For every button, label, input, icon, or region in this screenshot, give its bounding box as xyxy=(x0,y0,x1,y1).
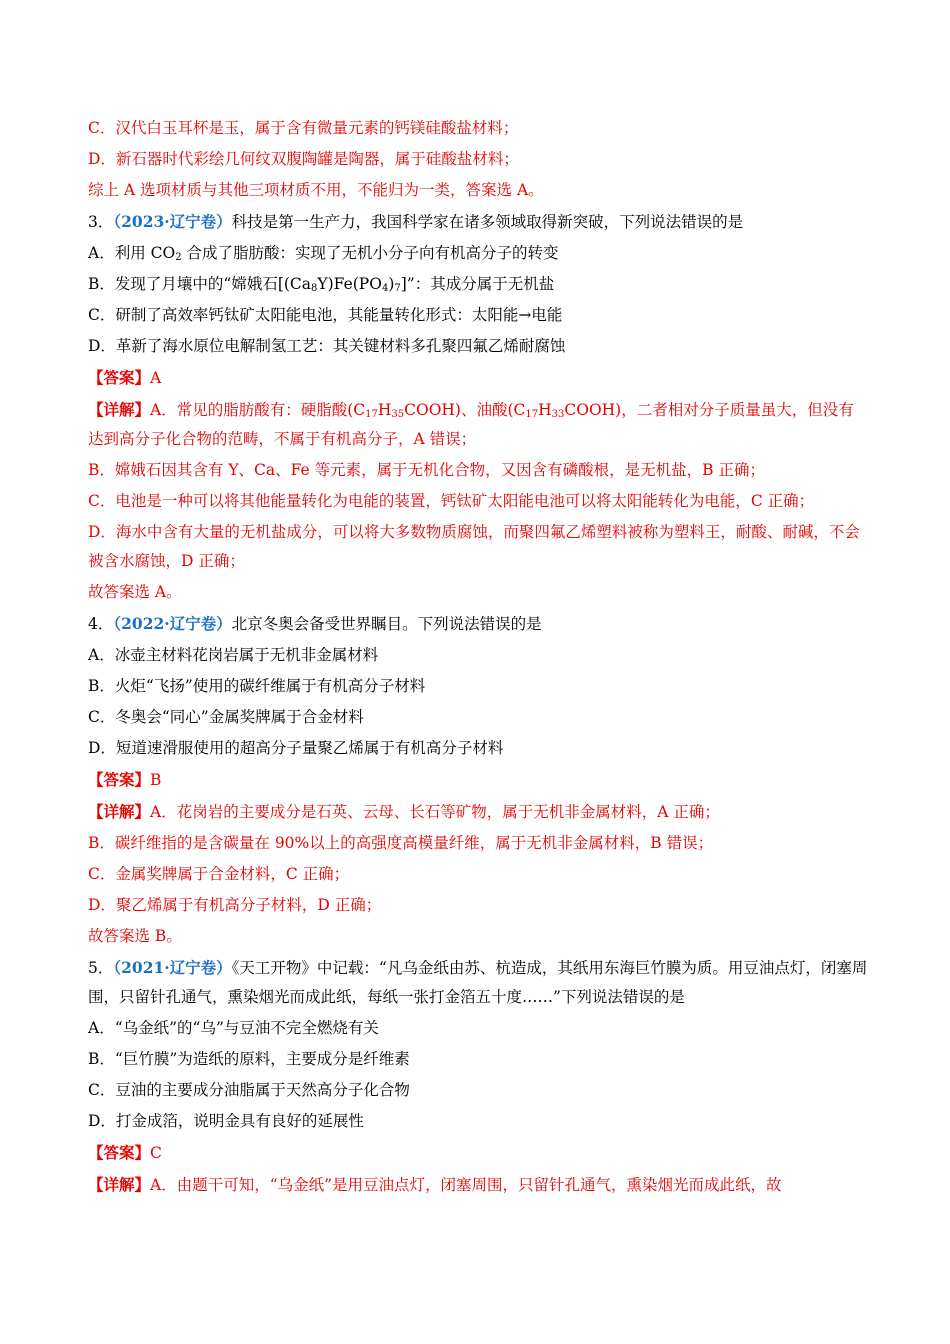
q3-option-d: D．革新了海水原位电解制氢工艺：其关键材料多孔聚四氟乙烯耐腐蚀 xyxy=(88,337,566,355)
prev-detail-d: D．新石器时代彩绘几何纹双腹陶罐是陶器，属于硅酸盐材料； xyxy=(88,150,519,168)
q3-stem-text: 科技是第一生产力，我国科学家在诸多领域取得新突破，下列说法错误的是 xyxy=(231,213,744,231)
q3-detail-d: D．海水中含有大量的无机盐成分，可以将大多数物质腐蚀，而聚四氟乙烯塑料被称为塑料王，耐酸、耐碱，不会被含水腐蚀，D 正确； xyxy=(88,523,860,570)
q5-answer xyxy=(88,1137,868,1169)
q5-option-b: B．“巨竹膜”为造纸的原料，主要成分是纤维素 xyxy=(88,1050,410,1068)
q4-option-a: A．冰壶主材料花岗岩属于无机非金属材料 xyxy=(88,646,379,664)
q3-answer-label: 【答案】 xyxy=(88,368,151,387)
q3-stem xyxy=(88,206,868,238)
q3-option-b: B．发现了月壤中的“嫦娥石$[(Ca_8Y)Fe(PO_4)_7]$”：其成分属于无机盐 xyxy=(88,275,555,294)
q4-option-b: B．火炬“飞扬”使用的碳纤维属于有机高分子材料 xyxy=(88,677,426,695)
q5-stem-text: 《天工开物》中记载：“凡乌金纸由苏、杭造成，其纸用东海巨竹膜为质。用豆油点灯，闭塞周围，只留针孔通气，熏染烟光而成此纸，每纸一张打金箔五十度……”下列说法错误的是 xyxy=(88,959,868,1006)
q3-option-a: A．利用 $CO_2$ 合成了脂肪酸：实现了无机小分子向有机高分子的转变 xyxy=(88,244,559,263)
q4-detail-d: D．聚乙烯属于有机高分子材料，D 正确； xyxy=(88,896,382,914)
q4-answer-value: B xyxy=(150,771,162,789)
q4-detail-c: C．金属奖牌属于合金材料，C 正确； xyxy=(88,865,350,883)
q5-detail-a: 【详解】A．由题干可知，“乌金纸”是用豆油点灯，闭塞周围，只留针孔通气，熏染烟光而成此纸，故 xyxy=(88,1175,782,1194)
q4-source-tag: （2022·辽宁卷） xyxy=(113,614,232,633)
q5-option-c: C．豆油的主要成分油脂属于天然高分子化合物 xyxy=(88,1081,410,1099)
q4-detail-b: B．碳纤维指的是含碳量在 90%以上的高强度高模量纤维，属于无机非金属材料，B 错误； xyxy=(88,834,714,852)
q3-answer xyxy=(88,362,868,394)
prev-detail-c: C．汉代白玉耳杯是玉，属于含有微量元素的钙镁硅酸盐材料； xyxy=(88,119,519,137)
q4-detail-a: 【详解】A．花岗岩的主要成分是石英、云母、长石等矿物，属于无机非金属材料，A 正确； xyxy=(88,802,720,821)
q3-detail-label: 【详解】 xyxy=(88,400,151,419)
q4-option-c: C．冬奥会“同心”金属奖牌属于合金材料 xyxy=(88,708,364,726)
q4-conclusion: 故答案选 B。 xyxy=(88,927,182,945)
prev-conclusion: 综上 A 选项材质与其他三项材质不用，不能归为一类，答案选 A。 xyxy=(88,181,544,199)
q5-option-a: A．“乌金纸”的“乌”与豆油不完全燃烧有关 xyxy=(88,1019,379,1037)
q4-answer-label: 【答案】 xyxy=(88,770,151,789)
q5-answer-value: C xyxy=(150,1144,162,1162)
q3-number: 3． xyxy=(88,213,114,231)
document-content xyxy=(88,113,868,1201)
q5-answer-label: 【答案】 xyxy=(88,1143,151,1162)
q3-detail-c: C．电池是一种可以将其他能量转化为电能的装置，钙钛矿太阳能电池可以将太阳能转化为电能，C 正确； xyxy=(88,492,815,510)
q3-answer-value: A xyxy=(150,369,162,387)
q4-detail-label: 【详解】 xyxy=(88,802,151,821)
q4-answer xyxy=(88,764,868,796)
q5-stem xyxy=(88,953,868,1012)
q5-option-d: D．打金成箔，说明金具有良好的延展性 xyxy=(88,1112,364,1130)
q4-stem-text: 北京冬奥会备受世界瞩目。下列说法错误的是 xyxy=(231,615,542,633)
q3-source-tag: （2023·辽宁卷） xyxy=(113,212,232,231)
q5-source-tag: （2021·辽宁卷） xyxy=(113,958,232,977)
q3-detail-a: 【详解】A．常见的脂肪酸有：硬脂酸$(C_{17}H_{35}COOH)$、油酸$(C_{17}H_{33}COOH)$，二者相对分子质量虽大，但没有达到高分子化合物的范畴，不属于有机高分子，A 错误； xyxy=(88,400,854,448)
q5-detail-label: 【详解】 xyxy=(88,1175,151,1194)
q5-number: 5． xyxy=(88,959,114,977)
q4-number: 4． xyxy=(88,615,114,633)
q4-option-d: D．短道速滑服使用的超高分子量聚乙烯属于有机高分子材料 xyxy=(88,739,504,757)
q4-stem xyxy=(88,608,868,640)
q3-detail-b: B．嫦娥石因其含有 Y、Ca、Fe 等元素，属于无机化合物，又因含有磷酸根，是无机盐，B 正确； xyxy=(88,461,765,479)
q3-option-c: C．研制了高效率钙钛矿太阳能电池，其能量转化形式：太阳能→电能 xyxy=(88,306,563,324)
q3-conclusion: 故答案选 A。 xyxy=(88,583,182,601)
